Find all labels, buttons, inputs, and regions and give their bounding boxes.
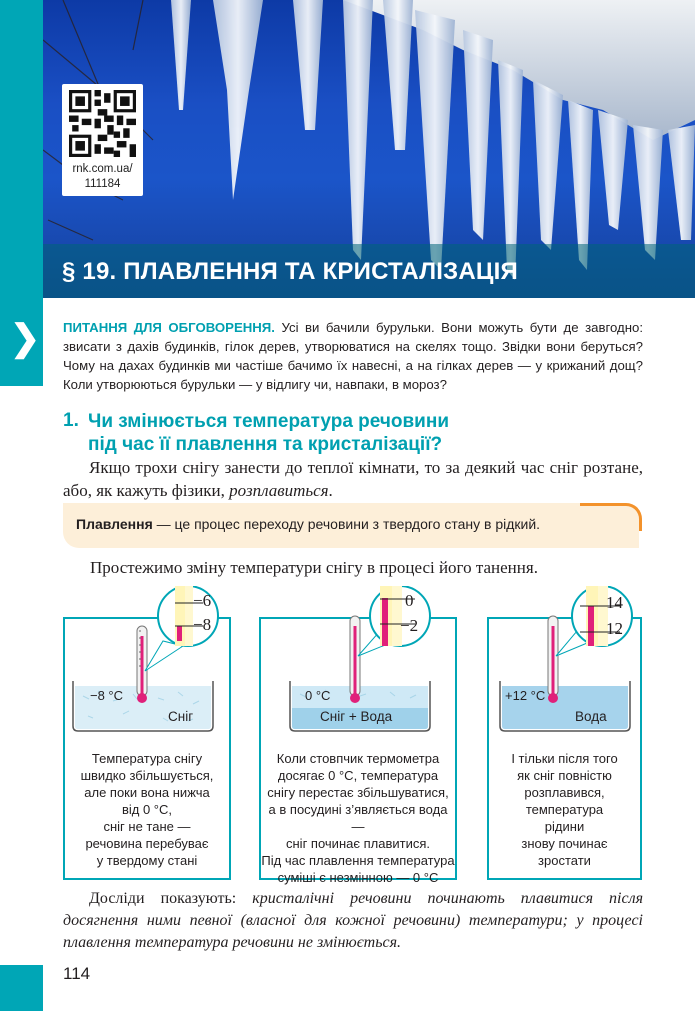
chevron-right-icon[interactable]: ❯ xyxy=(10,317,41,358)
scale-top-melting: 0 xyxy=(405,591,414,610)
discussion-text: Усі ви бачили бурульки. Вони можуть бути де завгодно: звисати з дахів будинків, гілок дерев, утворюватися на скелях тощо. Звідки вони беруться? Чому на дахах будинків ми частіше бачимо їх навесні, а на гілках дерев — у крижаний дощ? Коли утворюються бурульки — у відлигу чи, навпаки, в мороз? xyxy=(63,320,643,392)
qr-code-icon[interactable] xyxy=(69,90,136,157)
caption-line: Коли стовпчик термометра xyxy=(276,751,440,766)
caption-line: суміші є незмінною — 0 °С xyxy=(277,870,439,885)
caption-line: температура xyxy=(525,802,604,817)
page-number: 114 xyxy=(63,964,91,983)
scale-bottom-snow: −8 xyxy=(193,615,212,634)
caption-line: але поки вона нижча xyxy=(84,785,210,800)
caption-line: сніг не тане — xyxy=(103,819,191,834)
scale-top-snow: −6 xyxy=(193,591,212,610)
section-title-line-1: Чи змінюється температура речовини xyxy=(88,411,450,432)
section-title xyxy=(88,410,449,456)
substance-snow: Сніг xyxy=(168,709,194,724)
conclusion-italic: кристалічні речовини починають плавитися після досягнення ними певної (власної для кожної речовини) температури; у процесі плавлення температура речовини не змінюється. xyxy=(63,890,644,951)
caption-line: знову починає xyxy=(521,836,608,851)
caption-line: досягає 0 °С, температура xyxy=(277,768,439,783)
conclusion-lead: Досліди показують: xyxy=(89,890,253,907)
substance-melting: Сніг + Вода xyxy=(320,709,393,724)
caption-line: як сніг повністю xyxy=(517,768,612,783)
chapter-title: § 19. ПЛАВЛЕННЯ ТА КРИСТАЛІЗАЦІЯ xyxy=(62,258,518,285)
qr-site-link[interactable]: rnk.com.ua/ xyxy=(72,163,133,175)
side-strip-top xyxy=(0,0,43,298)
caption-line: швидко збільшується, xyxy=(80,768,214,783)
definition-text xyxy=(76,516,540,532)
substance-water: Вода xyxy=(575,709,607,724)
discussion-label: ПИТАННЯ ДЛЯ ОБГОВОРЕННЯ. xyxy=(63,320,275,335)
definition-body: — це процес переходу речовини з твердого стану в рідкий. xyxy=(152,516,541,532)
paragraph-intro-italic: розплавиться xyxy=(229,481,329,500)
caption-line: розплавився, xyxy=(524,785,605,800)
caption-line: рідини xyxy=(544,819,585,834)
caption-line: речовина перебуває xyxy=(85,836,209,851)
caption-line: від 0 °С, xyxy=(121,802,173,817)
discussion-questions xyxy=(63,318,643,394)
caption-line: сніг починає плавитися. xyxy=(286,836,430,851)
section-title-line-2: під час її плавлення та кристалізації? xyxy=(88,434,443,455)
paragraph-intro-end: . xyxy=(328,481,333,500)
temperature-water: +12 °C xyxy=(505,688,546,703)
scale-bottom-water: 12 xyxy=(606,619,623,638)
qr-code-box[interactable] xyxy=(62,84,143,196)
qr-resource-code: 111184 xyxy=(84,178,121,190)
section-number: 1. xyxy=(63,410,79,431)
caption-line: Під час плавлення температура xyxy=(261,853,455,868)
caption-line: у твердому стані xyxy=(96,853,198,868)
caption-line: снігу перестає збільшуватися, xyxy=(267,785,449,800)
caption-line: а в посудині з’являється вода — xyxy=(268,802,448,834)
caption-water xyxy=(489,750,640,869)
caption-line: зростати xyxy=(538,853,591,868)
paragraph-observe: Простежимо зміну температури снігу в процесі його танення. xyxy=(90,558,538,577)
definition-term: Плавлення xyxy=(76,516,153,532)
caption-snow xyxy=(65,750,229,869)
conclusion-paragraph xyxy=(63,888,643,954)
caption-melting xyxy=(261,750,455,886)
temperature-melting: 0 °C xyxy=(305,688,331,703)
definition-accent-line xyxy=(580,503,642,531)
caption-line: І тільки після того xyxy=(511,751,618,766)
scale-bottom-melting: −2 xyxy=(400,616,419,635)
caption-line: Температура снігу xyxy=(91,751,203,766)
scale-top-water: 14 xyxy=(606,593,623,612)
paragraph-intro-text: Якщо трохи снігу занести до теплої кімнати, то за деякий час сніг розтане, або, як кажуть фізики, xyxy=(63,458,643,500)
side-strip-bottom xyxy=(0,965,43,1011)
paragraph-intro xyxy=(63,456,643,502)
temperature-snow: −8 °C xyxy=(90,688,124,703)
